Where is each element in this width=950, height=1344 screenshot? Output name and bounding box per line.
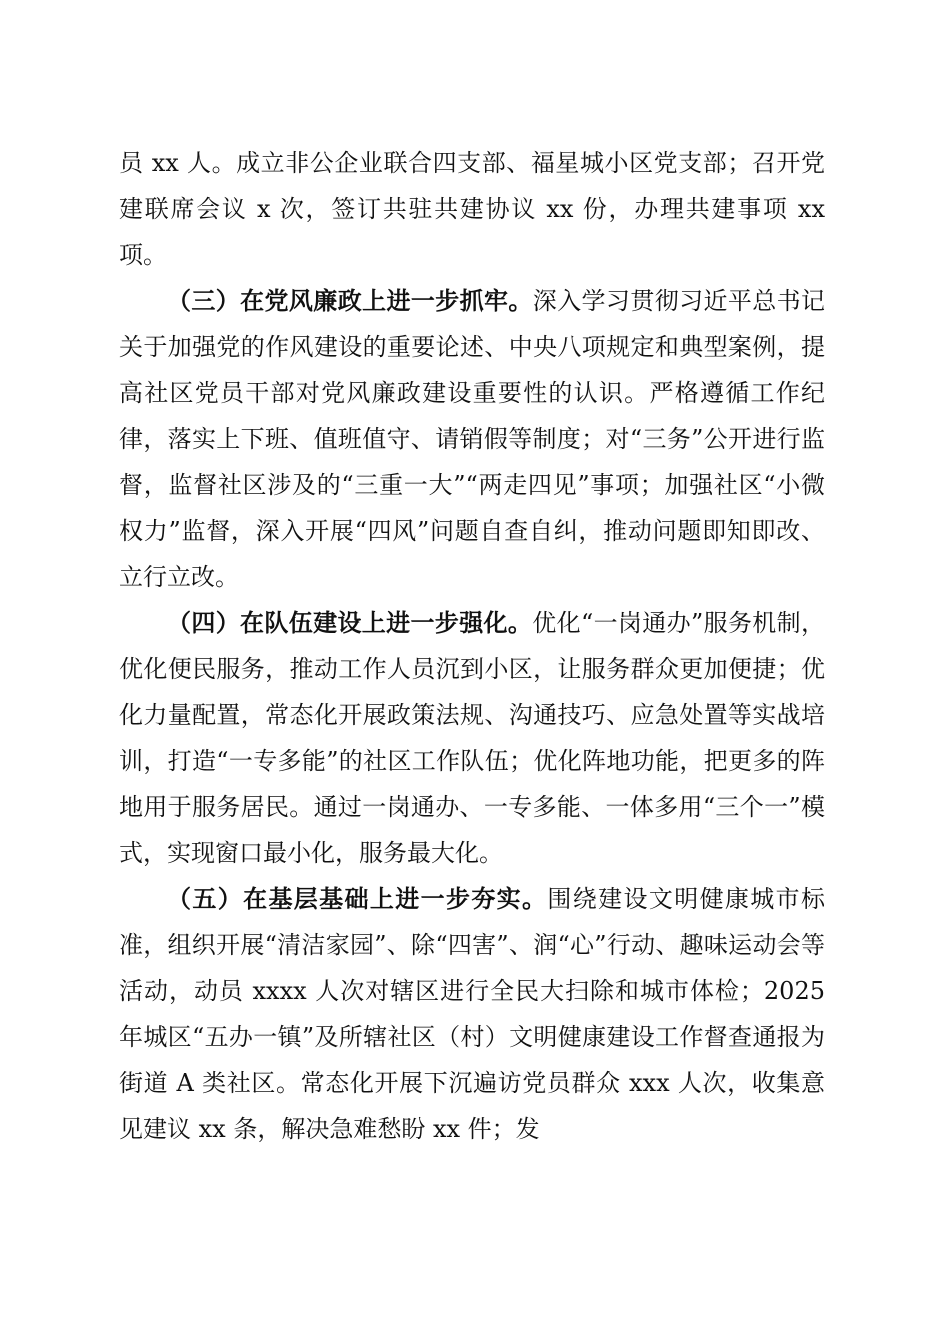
section-heading: （五）在基层基础上进一步夯实。 [167,884,548,913]
section-heading: （三）在党风廉政上进一步抓牢。 [167,286,533,315]
paragraph-body: 员 xx 人。成立非公企业联合四支部、福星城小区党支部；召开党建联席会议 x 次，签订共驻共建协议 xx 份，办理共建事项 xx 项。 [119,149,825,269]
paragraph-continuation [119,140,825,278]
section-heading: （四）在队伍建设上进一步强化。 [167,608,533,637]
paragraph-body: 深入学习贯彻习近平总书记关于加强党的作风建设的重要论述、中央八项规定和典型案例，提高社区党员干部对党风廉政建设重要性的认识。严格遵循工作纪律，落实上下班、值班值守、请销假等制度；对“三务”公开进行监督，监督社区涉及的“三重一大”“两走四见”事项；加强社区“小微权力”监督，深入开展“四风”问题自查自纠，推动问题即知即改、立行立改。 [119,287,826,591]
paragraph-section-4 [119,600,825,876]
paragraph-section-3 [119,278,825,600]
paragraph-section-5 [119,876,825,1152]
document-body [119,140,825,1152]
paragraph-body: 围绕建设文明健康城市标准，组织开展“清洁家园”、除“四害”、润“心”行动、趣味运动会等活动，动员 xxxx 人次对辖区进行全民大扫除和城市体检；2025 年城区“五办一镇”及所辖社区（村）文明健康建设工作督查通报为街道 A 类社区。常态化开展下沉遍访党员群众 xxx 人次，收集意见建议 xx 条，解决急难愁盼 xx 件；发 [119,885,826,1143]
paragraph-body: 优化“一岗通办”服务机制，优化便民服务，推动工作人员沉到小区，让服务群众更加便捷；优化力量配置，常态化开展政策法规、沟通技巧、应急处置等实战培训，打造“一专多能”的社区工作队伍；优化阵地功能，把更多的阵地用于服务居民。通过一岗通办、一专多能、一体多用“三个一”模式，实现窗口最小化，服务最大化。 [119,609,826,867]
